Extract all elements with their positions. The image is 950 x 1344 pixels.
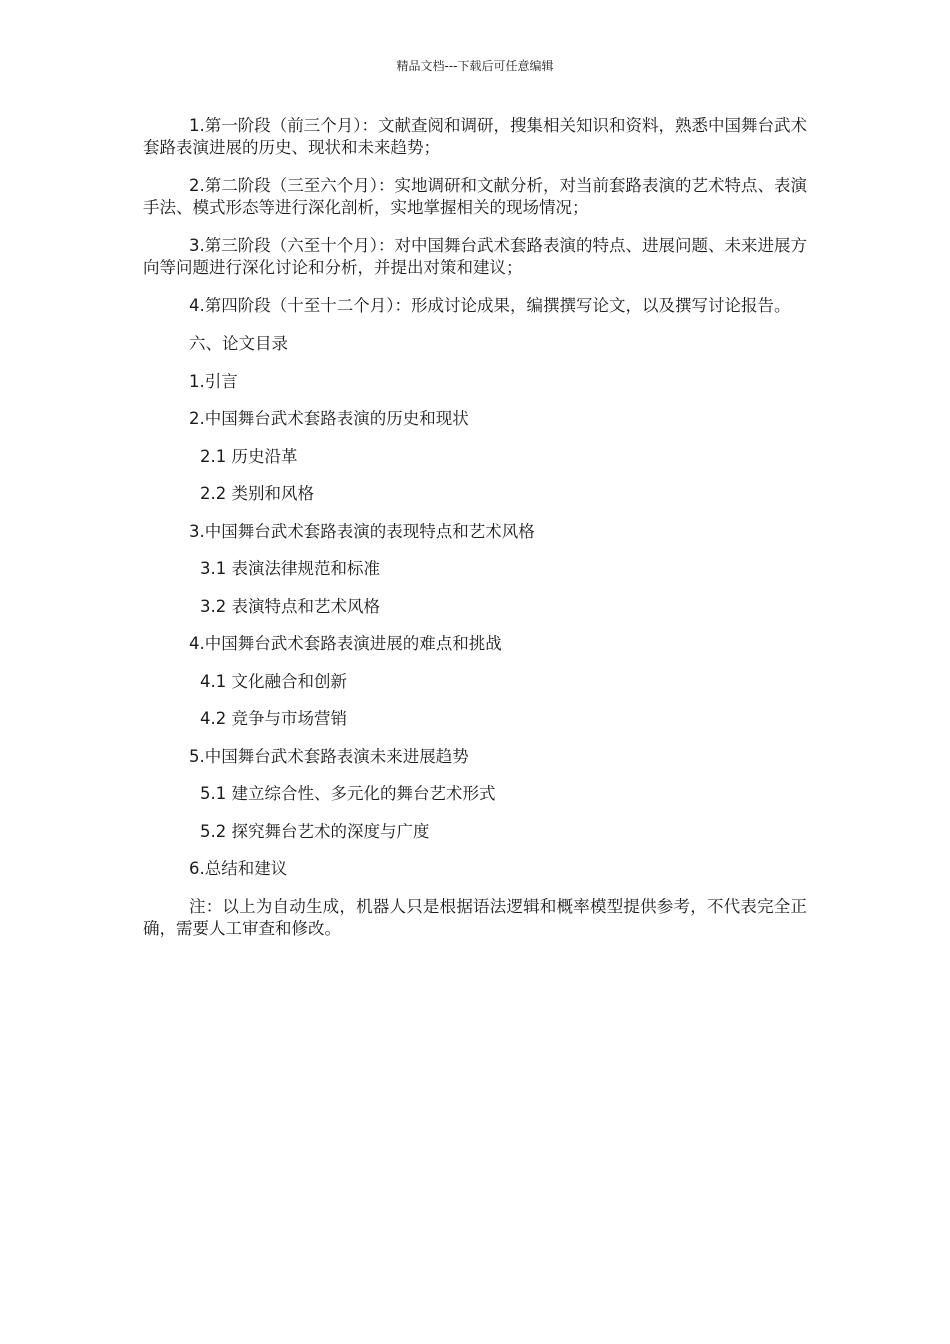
toc-item: 6.总结和建议	[189, 859, 288, 878]
page-header: 精品文档---下载后可任意编辑	[396, 59, 554, 73]
disclaimer-note: 注：以上为自动生成，机器人只是根据语法逻辑和概率模型提供参考，不代表完全正确，需要人工审查和修改。	[143, 896, 807, 938]
toc-subitem: 5.2 探究舞台艺术的深度与广度	[200, 821, 430, 841]
toc-item: 2.中国舞台武术套路表演的历史和现状	[189, 409, 469, 428]
stage-paragraph-2: 2.第二阶段（三至六个月）：实地调研和文献分析，对当前套路表演的艺术特点、表演手法、模式形态等进行深化剖析，实地掌握相关的现场情况；	[143, 176, 807, 217]
toc-heading: 六、论文目录	[189, 334, 288, 353]
toc-subitem: 4.1 文化融合和创新	[200, 671, 347, 691]
stage-paragraph-1: 1.第一阶段（前三个月）：文献查阅和调研，搜集相关知识和资料，熟悉中国舞台武术套路表演进展的历史、现状和未来趋势；	[143, 116, 807, 157]
toc-item: 4.中国舞台武术套路表演进展的难点和挑战	[189, 634, 502, 653]
toc-subitem: 2.2 类别和风格	[200, 484, 314, 503]
toc-item: 3.中国舞台武术套路表演的表现特点和艺术风格	[189, 521, 535, 541]
toc-subitem: 3.2 表演特点和艺术风格	[200, 596, 380, 616]
toc-item: 5.中国舞台武术套路表演未来进展趋势	[189, 746, 469, 766]
toc-item: 1.引言	[189, 371, 238, 391]
toc-subitem: 2.1 历史沿革	[200, 446, 298, 466]
stage-paragraph-3: 3.第三阶段（六至十个月）：对中国舞台武术套路表演的特点、进展问题、未来进展方向等问题进行深化讨论和分析，并提出对策和建议；	[143, 236, 807, 277]
document-body	[143, 115, 807, 940]
toc-subitem: 3.1 表演法律规范和标准	[200, 559, 380, 578]
stage-paragraph-4: 4.第四阶段（十至十二个月）：形成讨论成果，编撰撰写论文，以及撰写讨论报告。	[189, 296, 791, 315]
toc-subitem: 4.2 竞争与市场营销	[200, 709, 347, 728]
toc-subitem: 5.1 建立综合性、多元化的舞台艺术形式	[200, 784, 496, 803]
